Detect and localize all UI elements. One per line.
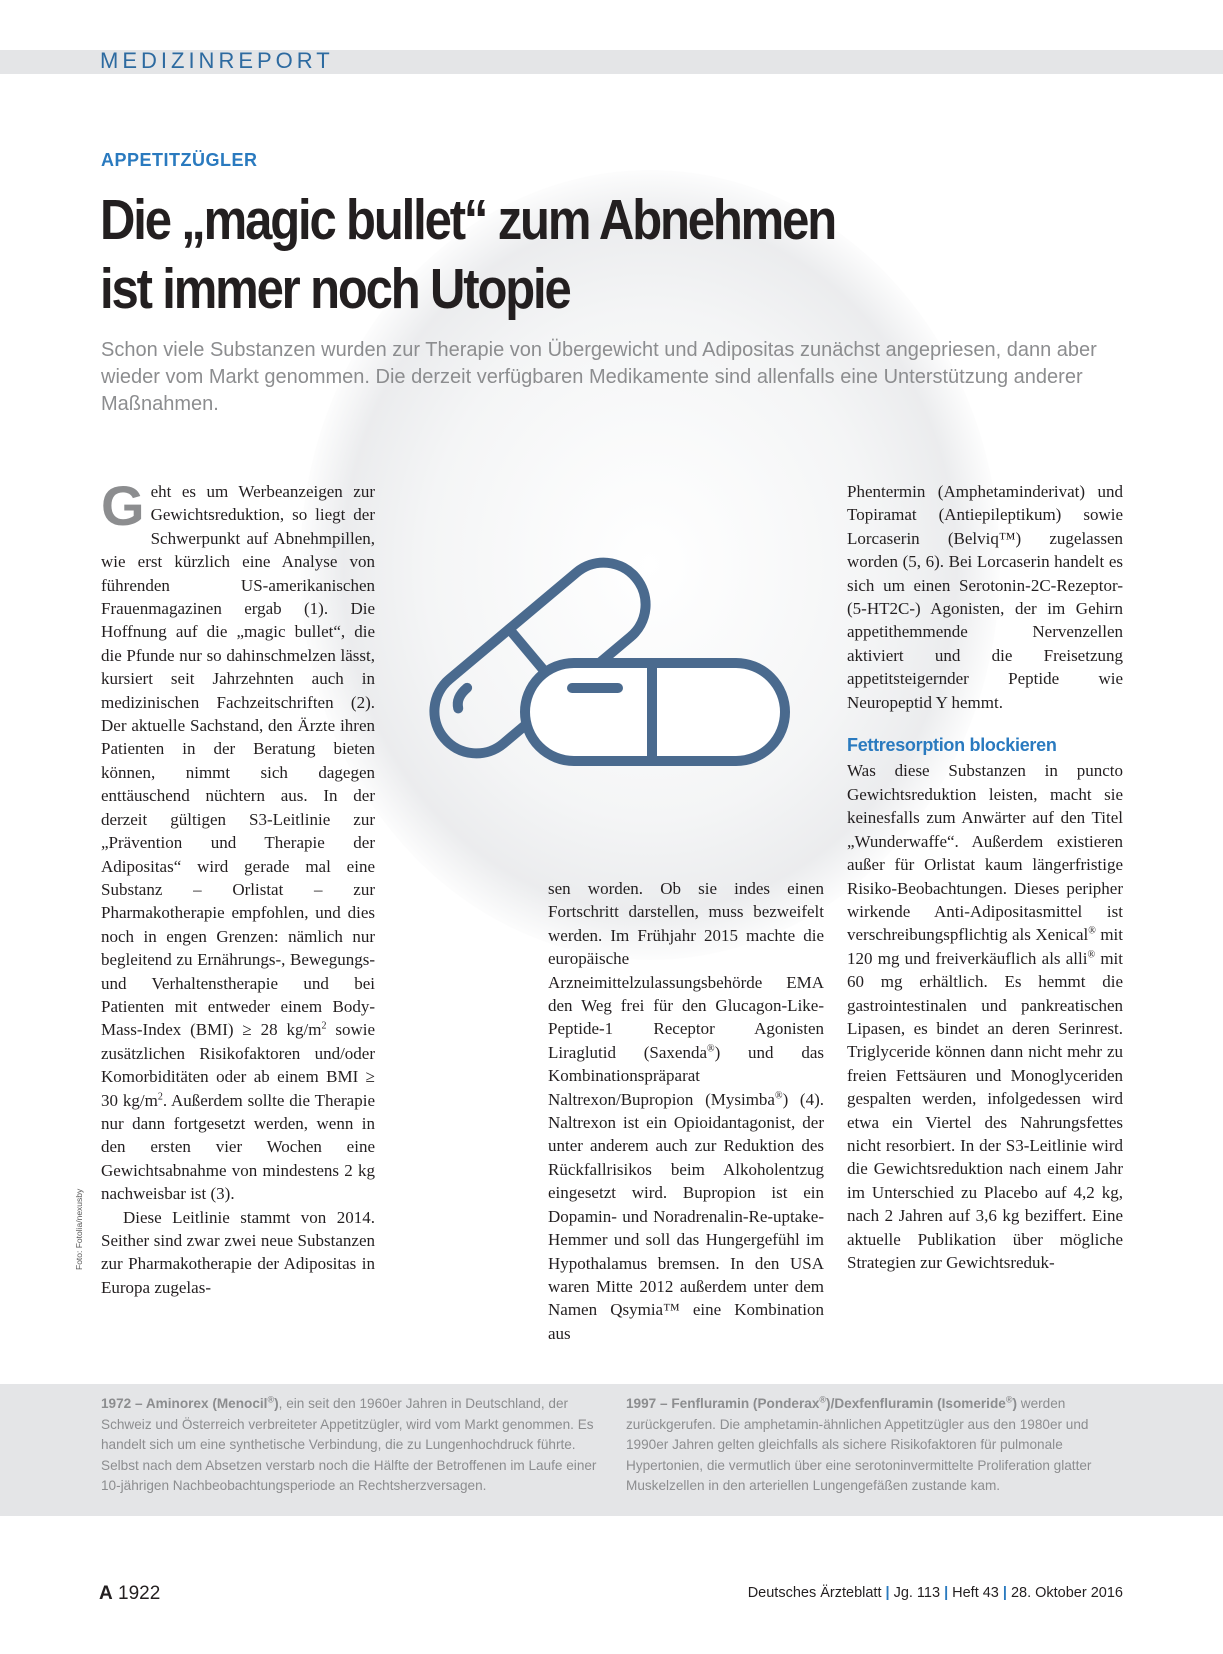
page-prefix: A [99,1583,113,1604]
text-run: sen worden. Ob sie indes einen Fortschritt darstellen, muss bezweifelt werden. Im Frühjahr 2015 machte die europäische Arzneimittelzulassungsbehörde EMA den Weg frei für den Glucagon-Like-Peptide-1 Receptor Agonisten Liraglutid (Saxenda [548,879,824,1062]
text-run: eht es um Werbeanzeigen zur Gewichtsreduktion, so liegt der Schwerpunkt auf Abnehmpillen, wie erst kürzlich eine Analyse von führenden US-amerikanischen Frauenmagazinen ergab (1). Die Hoffnung auf die „magic bullet“, die die Pfunde nur so dahinschmelzen lässt, kursiert seit Jahrzehnten auch in medizinischen Fachzeitschriften (2). Der aktuelle Sachstand, den Ärzte ihren Patienten in der Beratung bieten können, nimmt sich dagegen enttäuschend nüchtern aus. In der derzeit gültigen S3-Leitlinie zur „Prävention und Therapie der Adipositas“ wird gerade mal eine Substanz – Orlistat – zur Pharmakotherapie empfohlen, und dies noch in engen Grenzen: nämlich nur begleitend zu Ernährungs-, Bewegungs- und Verhaltenstherapie und bei Patienten mit entweder einem Body-Mass-Index (BMI) ≥ 28 kg/m [101,482,375,1040]
journal-footer [748,1585,1123,1601]
page-number [99,1583,160,1605]
superscript: 2 [321,1020,327,1032]
text-run: Was diese Substanzen in puncto Gewichtsreduktion leisten, macht sie keinesfalls zum Anwärter auf den Titel „Wunderwaffe“. Außerdem existieren außer für Orlistat kaum längerfristige Risiko-Beobachtungen. Dieses peripher wirkende Anti-Adipositasmittel ist verschreibungspflichtig als Xenical [847,761,1123,945]
article-headline [100,186,960,324]
text-run: ) und das Kombinationspräparat Naltrexon/Bupropion (Mysimba [548,1042,824,1109]
text-run: mit 120 mg und freiverkäuflich als alli [847,925,1123,968]
subheading: Fettresorption blockieren [847,735,1057,756]
paragraph [847,759,1123,1274]
infobox-left-text: , ein seit den 1960er Jahren in Deutschland, der Schweiz und Österreich verbreiteter Appetitzügler, wird vom Markt genommen. Es handelt sich um eine synthetische Verbindung, die zu Lungenhochdruck führte. Selbst nach dem Absetzen verstarb noch die Hälfte der Betroffenen im Laufe einer 10-jährigen Nachbeobachtungsperiode an Rechtsherzversagen. [101,1396,597,1494]
page-number-value: 1922 [118,1583,161,1604]
photo-credit: Foto: Fotolia/nexusby [74,1188,84,1270]
headline-line-1: Die „magic bullet“ zum Abnehmen [100,188,836,252]
infobox-right [626,1394,1123,1497]
text-run: sowie zusätzlichen Risikofaktoren und/oder Komorbiditäten oder ab einem BMI ≥ 30 kg/m [101,1020,375,1110]
infobox-right-text: werden zurückgerufen. Die amphetamin-ähnlichen Appetitzügler aus den 1980er und 1990er Jahren gelten gleichfalls als sichere Risikofaktoren für pulmonale Hypertonien, die vermutlich über eine serotoninvermittelte Proliferation glatter Muskelzellen in den arteriellen Lungengefäßen zustande kam. [626,1396,1092,1494]
text-run: ) (4). Naltrexon ist ein Opioidantagonist, der unter anderem auch zur Reduktion des Rückfallrisikos beim Alkoholentzug eingesetzt wird. Bupropion ist ein Dopamin- und Noradrenalin-Re-uptake-Hemmer und soll das Hungergefühl im Hypothalamus bremsen. In den USA waren Mitte 2012 außerdem unter dem Namen Qsymia™ eine Kombination aus [548,1089,824,1343]
journal-name: Deutsches Ärzteblatt [747,1585,882,1601]
column-3 [847,480,1123,1274]
journal-issue: Heft 43 [952,1585,999,1601]
separator: | [885,1585,890,1601]
paragraph: Phentermin (Amphetaminderivat) und Topiramat (Antiepileptikum) sowie Lorcaserin (Belviq™) zugelassen worden (5, 6). Bei Lorcaserin handelt es sich um einen Serotonin-2C-Rezeptor-(5-HT2C-) Agonisten, der im Gehirn appetithemmende Nervenzellen aktiviert und die Freisetzung appetitsteigernder Peptide wie Neuropeptid Y hemmt. [847,482,1123,712]
capsule-pills-icon [420,548,810,798]
registered-mark: ® [707,1043,715,1055]
journal-volume: Jg. 113 [893,1585,941,1601]
registered-mark: ® [774,1090,783,1101]
article-kicker: APPETITZÜGLER [101,150,258,170]
infobox-left-title: 1972 – Aminorex (Menocil®) [101,1394,279,1411]
registered-mark: ® [1087,949,1096,961]
registered-mark: ® [1088,925,1096,937]
section-label: MEDIZINREPORT [100,48,334,73]
separator: | [944,1585,949,1601]
drop-cap: G [101,474,145,537]
text-run: . Außerdem sollte die Therapie nur dann fortgesetzt werden, wenn in den ersten vier Wochen eine Gewichtsabnahme von mindestens 2 kg nachweisbar ist (3). [101,1090,375,1204]
separator: | [1002,1585,1007,1601]
infobox-left [101,1394,601,1497]
headline-line-2: ist immer noch Utopie [100,257,570,321]
column-1 [101,474,375,1299]
paragraph: Diese Leitlinie stammt von 2014. Seither sind zwar zwei neue Substanzen zur Pharmakotherapie der Adipositas in Europa zugelas- [101,1207,375,1297]
superscript: 2 [157,1090,163,1102]
journal-date: 28. Oktober 2016 [1010,1585,1123,1601]
infobox-right-title: 1997 – Fenfluramin (Ponderax®)/Dexfenfluramin (Isomeride®) [626,1394,1017,1411]
text-run: mit 60 mg erhältlich. Es hemmt die gastrointestinalen und pankreatischen Lipasen, es bindet an deren Serinrest. Triglyceride können dann nicht mehr zu freien Fettsäuren und Monoglyceriden gespalten werden, infolgedessen wird etwa ein Viertel des Nahrungsfettes nicht resorbiert. In der S3-Leitlinie wird die Gewichtsreduktion nach einem Jahr im Unterschied zu Placebo auf 4,2 kg, nach 2 Jahren auf 3,6 kg beziffert. Eine aktuelle Publikation über mögliche Strategien zur Gewichtsreduk- [847,948,1123,1272]
article-lead: Schon viele Substanzen wurden zur Therapie von Übergewicht und Adipositas zunächst angepriesen, dann aber wieder vom Markt genommen. Die derzeit verfügbaren Medikamente sind allenfalls eine Unterstützung anderer Maßnahmen. [101,339,1097,415]
column-2 [548,877,824,1345]
paragraph [101,474,375,1206]
paragraph [548,877,824,1345]
